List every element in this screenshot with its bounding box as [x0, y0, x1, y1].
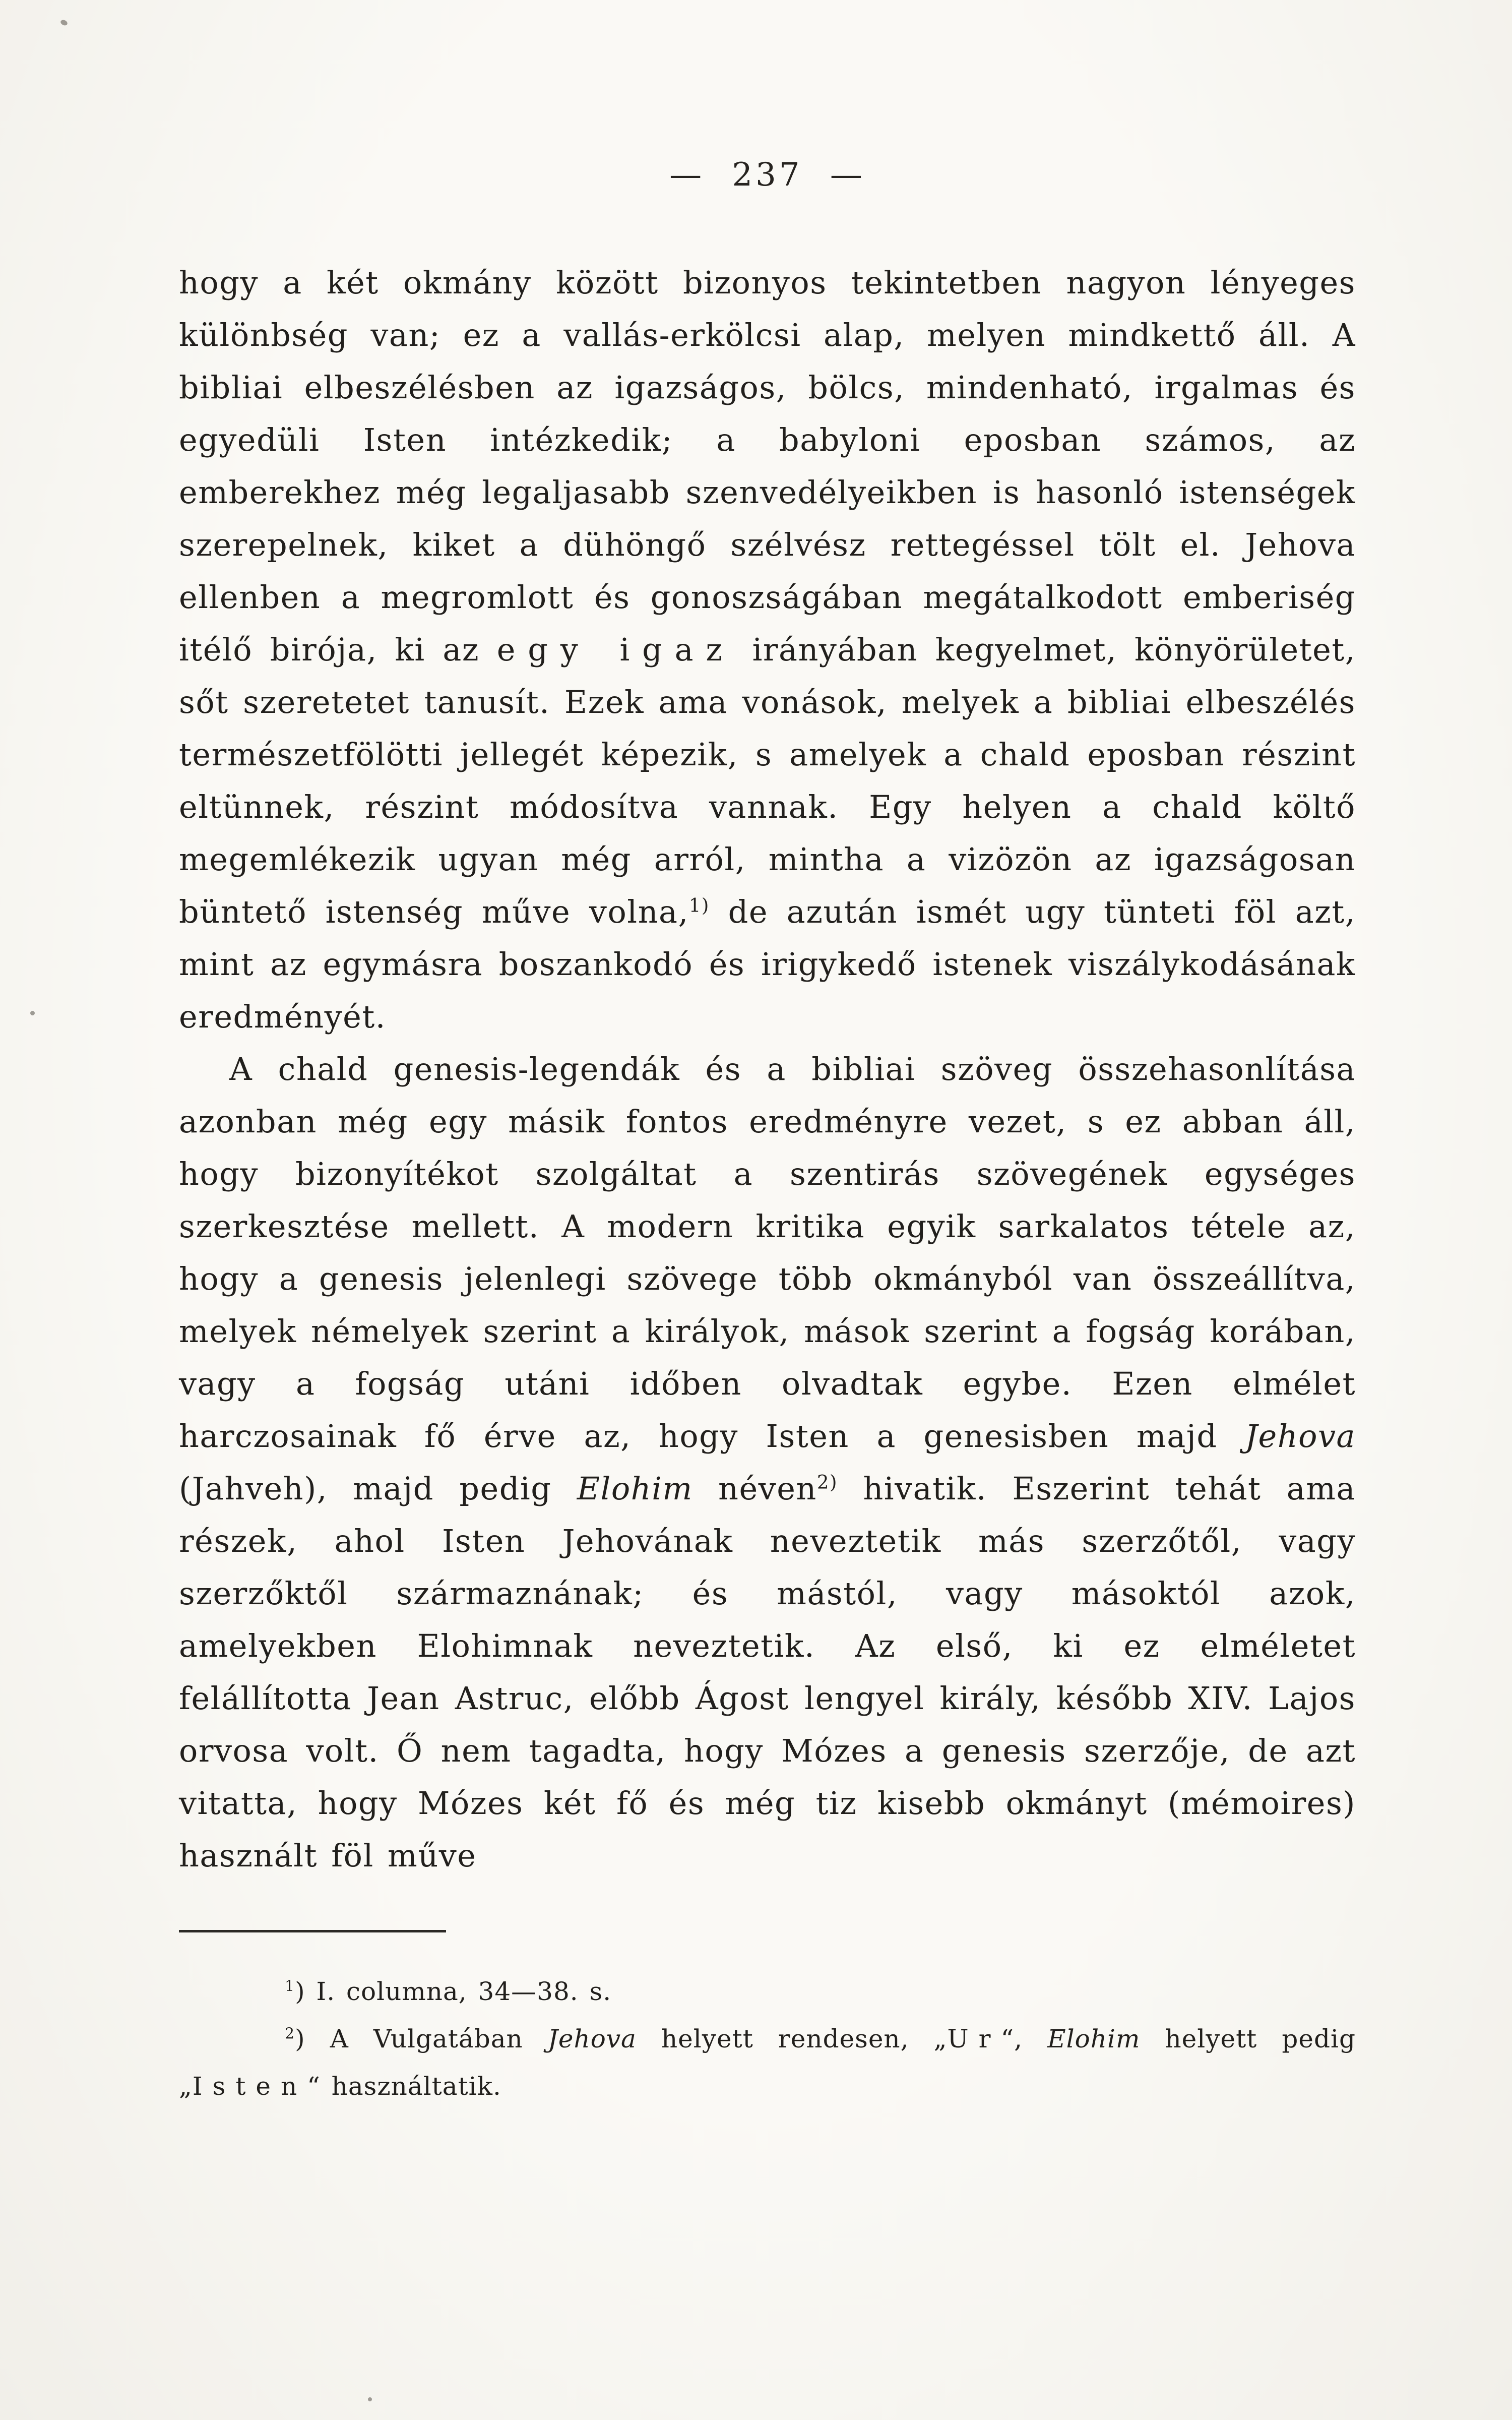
text-run: Isten — [192, 2072, 307, 2101]
text-run: irányában kegyelmet, könyörületet, sőt szeretetet tanusít. Ezek ama vonások, melyek a bibliai elbeszélés természetfölötti jellegét képezik, s amelyek a chald eposban részint eltünnek, részint módosítva vannak. Egy helyen a chald költő megemlékezik ugyan még arról, mintha a vizözön az igazságosan büntető istenség műve volna, — [179, 631, 1356, 930]
footnote — [179, 1968, 1356, 2015]
text-run: de azután ismét ugy tünteti föl azt, mint az egymásra boszankodó és irigykedő istenek viszálykodásának eredményét. — [179, 893, 1356, 1035]
text-run: ) I. columna, 34—38. s. — [295, 1977, 612, 2006]
scan-speck — [60, 19, 69, 27]
text-run: helyett rendesen, „ — [636, 2024, 948, 2053]
body-text — [179, 257, 1356, 1882]
scan-speck — [368, 2397, 372, 2401]
text-run: Ur — [947, 2024, 1001, 2053]
text-run: “, — [1000, 2024, 1048, 2053]
text-run: hivatik. Eszerint tehát ama részek, ahol Isten Jehovának neveztetik más szerzőtől, vagy szerzőktől származnának; és mástól, vagy másoktól azok, amelyekben Elohimnak neveztetik. Az első, ki ez elméletet felállította Jean Astruc, előbb Ágost lengyel király, később XIV. Lajos orvosa volt. Ő nem tagadta, hogy Mózes a genesis szerzője, de azt vitatta, hogy Mózes két fő és még tiz kisebb okmányt (mémoires) használt föl műve — [179, 1470, 1356, 1874]
text-run: egy igaz — [496, 631, 735, 668]
page-number: — 237 — — [669, 156, 865, 194]
scan-speck — [30, 1011, 35, 1015]
text-run: “ használtatik. — [307, 2072, 501, 2101]
footnote-separator-rule — [179, 1930, 446, 1932]
text-run: Jehova — [547, 2024, 637, 2053]
footnotes — [179, 1968, 1356, 2110]
text-run: ) A Vulgatában — [295, 2024, 548, 2053]
footnote-ref: 1) — [688, 894, 710, 917]
footnote-ref: 2) — [816, 1471, 838, 1493]
footnote-ref: 2 — [285, 2025, 295, 2043]
text-run: Elohim — [577, 1470, 693, 1507]
footnote — [179, 2015, 1356, 2110]
text-run: néven — [692, 1470, 817, 1507]
text-run: hogy a két okmány között bizonyos tekintetben nagyon lényeges különbség van; ez a vallás-erkölcsi alap, melyen mindkettő áll. A bibliai elbeszélésben az igazságos, bölcs, mindenható, irgalmas és egyedüli Isten intézkedik; a babyloni eposban számos, az emberekhez még legaljasabb szenvedélyeikben is hasonló istenségek szerepelnek, kiket a dühöngő szélvész rettegéssel tölt el. Jehova ellenben a megromlott és gonoszságában megátalkodott emberiség itélő birója, ki az — [179, 264, 1356, 668]
body-paragraph — [179, 1043, 1356, 1882]
text-run: A chald genesis-legendák és a bibliai szöveg összehasonlítása azonban még egy másik fontos eredményre vezet, s ez abban áll, hogy bizonyítékot szolgáltat a szentirás szövegének egységes szerkesztése mellett. A modern kritika egyik sarkalatos tétele az, hogy a genesis jelenlegi szövege több okmányból van összeállítva, melyek némelyek szerint a királyok, mások szerint a fogság korában, vagy a fogság utáni időben olvadtak egybe. Ezen elmélet harczosainak fő érve az, hogy Isten a genesisben majd — [179, 1051, 1356, 1455]
text-run: (Jahveh), majd pedig — [179, 1470, 577, 1507]
text-run: Jehova — [1245, 1418, 1356, 1455]
body-paragraph — [179, 257, 1356, 1043]
text-run: Elohim — [1047, 2024, 1141, 2053]
text-run: helyett pedig „ — [179, 2024, 1356, 2101]
footnote-ref: 1 — [285, 1977, 295, 1995]
